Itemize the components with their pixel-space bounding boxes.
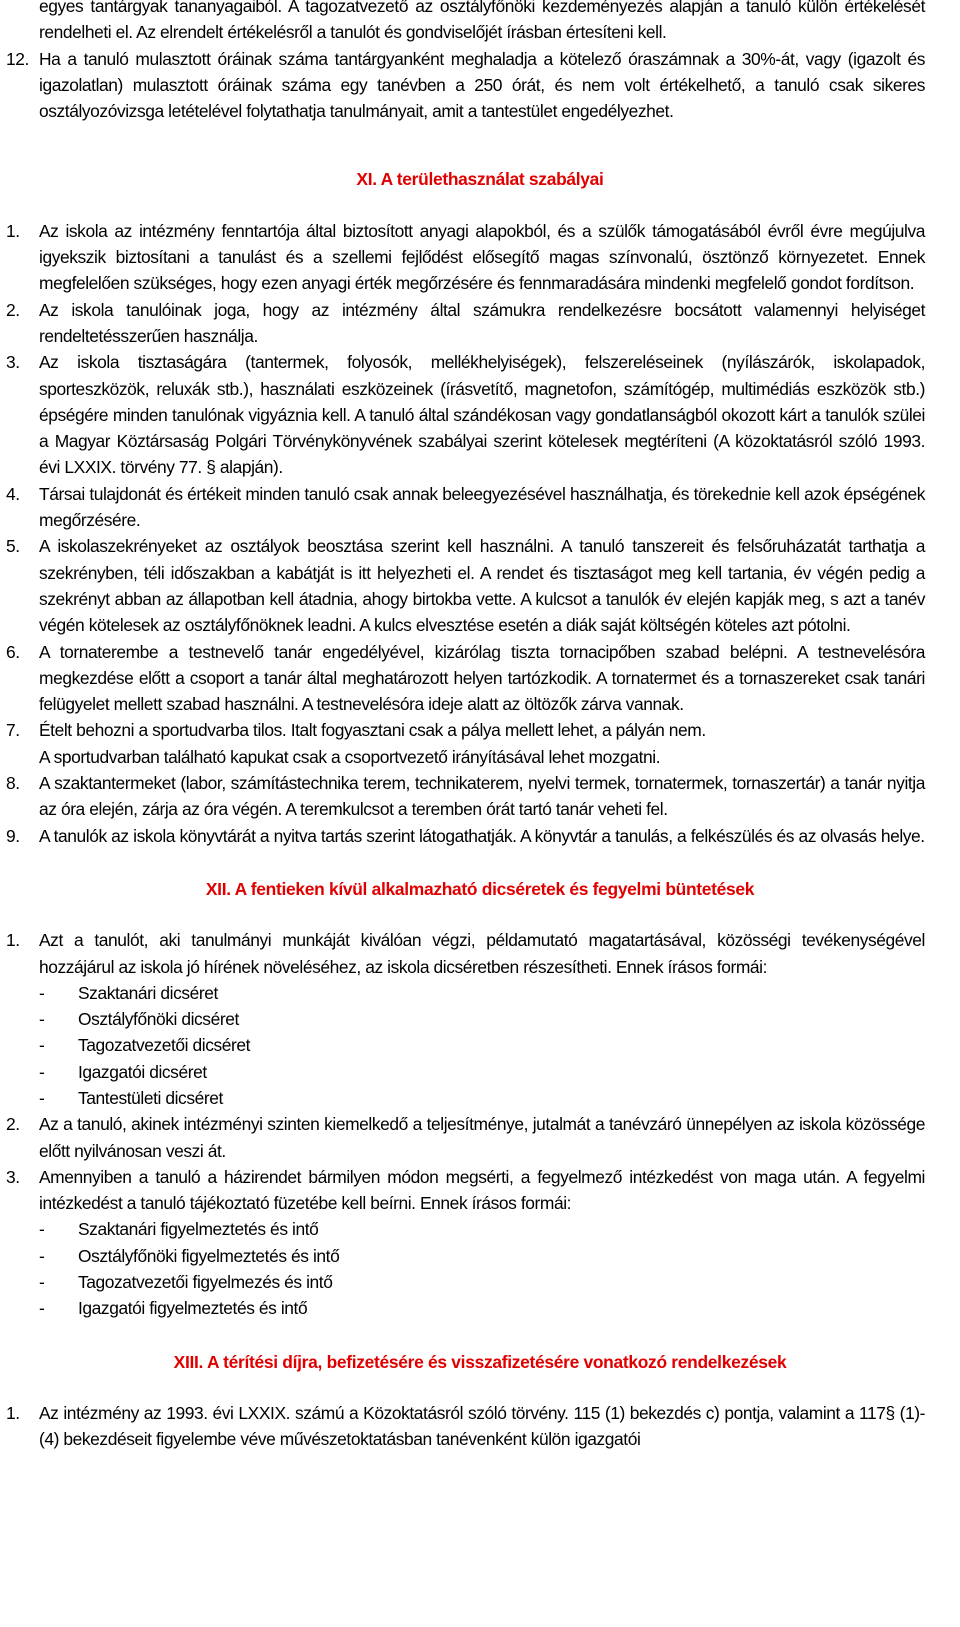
item-text: Az iskola tisztaságára (tantermek, folyosók, mellékhelyiségek), felszereléseinek (nyílászárók, iskolapadok, sporteszközök, reluxák stb.), használati eszközeinek (írásvetítő, magnetofon, számítógép, multimédiás eszközök stb.) épségére minden tanulónak vigyáznia kell. A tanuló által szándékosan vagy gondatlanságból okozott kárt a tanulók szülei a Magyar Köztársaság Polgári Törvénykönyvének szabályai szerint kötelesek megtéríteni (A közoktatásról szóló 1993. évi LXXIX. törvény 77. § alapján).: [39, 352, 925, 478]
list-item-text: Igazgatói dicséret: [78, 1061, 207, 1082]
item-number: 8.: [6, 773, 20, 794]
item-text: Ételt behozni a sportudvarba tilos. Italt fogyasztani csak a pálya mellett lehet, a pályán nem.: [39, 720, 706, 741]
dash-bullet: -: [39, 1298, 45, 1319]
warning-form-item: [39, 1295, 918, 1321]
item-text: Az iskola az intézmény fenntartója által biztosított anyagi alapokból, és a szülők támogatásából évről évre megújulva igyekszik biztosítani a tanulást és a szellemi fejlődést elősegítő magas színvonalú, ösztönző környezetet. Ennek megfelelően szükséges, hogy ezen anyagi érték megőrzésére és fennmaradására mindenki megfelelő gondot fordítson.: [39, 220, 925, 294]
item-number: 4.: [6, 483, 20, 504]
item-number: 1.: [6, 930, 20, 951]
item-number: 2.: [6, 299, 20, 320]
list-item-text: Igazgatói figyelmeztetés és intő: [78, 1298, 308, 1319]
item-text: Amennyiben a tanuló a házirendet bármilyen módon megsérti, a fegyelmező intézkedést von maga után. A fegyelmi intézkedést a tanuló tájékoztató füzetébe kell beírni. Ennek írásos formái:: [39, 1166, 925, 1214]
list-item-text: Szaktanári figyelmeztetés és intő: [78, 1219, 319, 1240]
item-number: 7.: [6, 720, 20, 741]
item-number: 3.: [6, 1166, 20, 1187]
xi-item-5: [6, 533, 925, 638]
xi-item-1: [6, 218, 925, 297]
item-text: A tanulók az iskola könyvtárát a nyitva tartás szerint látogathatják. A könyvtár a tanulás, a felkészülés és az olvasás helye.: [39, 825, 925, 846]
dash-bullet: -: [39, 982, 45, 1003]
praise-form-item: [39, 1059, 918, 1085]
item-text: Ha a tanuló mulasztott óráinak száma tantárgyanként meghaladja a kötelező óraszámnak a 30%-át, vagy (igazolt és igazolatlan) mulasztott óráinak száma egy tanévben a 250 órát, és nem volt értékelhető, a tanuló csak sikeres osztályozóvizsga letételével folytathatja tanulmányait, amit a tantestület engedélyezhet.: [39, 48, 925, 122]
list-item-text: Osztályfőnöki figyelmeztetés és intő: [78, 1245, 340, 1266]
warning-form-item: [39, 1269, 918, 1295]
item-text: A iskolaszekrényeket az osztályok beosztása szerint kell használni. A tanuló tanszereit és felsőruházatát tarthatja a szekrényben, téli időszakban a kabátját is itt helyezheti el. A rendet és tisztaságot meg kell tartania, év végén pedig a szekrényt abban az állapotban kell átadnia, ahogy birtokba vette. A kulcsot a tanulók év elején kapják meg, s azt a tanév végén kötelesek az osztályfőnöknek leadni. A kulcs elvesztése esetén a diák saját költségén köteles azt pótolni.: [39, 536, 925, 636]
xiii-item-1: [6, 1400, 925, 1453]
item-text: A szaktantermeket (labor, számítástechnika terem, technikaterem, nyelvi termek, tornatermek, tornaszertár) a tanár nyitja az óra elején, zárja az óra végén. A teremkulcsot a teremben órát tartó tanár veheti fel.: [39, 773, 925, 820]
item-text: Az a tanuló, akinek intézményi szinten kiemelkedő a teljesítménye, jutalmát a tanévzáró ünnepélyen az iskola közössége előtt nyilvánosan veszi át.: [39, 1114, 925, 1161]
item-text: Az iskola tanulóinak joga, hogy az intézmény által számukra rendelkezésre bocsátott valamennyi helyiséget rendeltetésszerűen használja.: [39, 299, 925, 346]
dash-bullet: -: [39, 1061, 45, 1082]
xi-item-7: [6, 717, 925, 770]
item-number: 6.: [6, 641, 20, 662]
item-number: 1.: [6, 220, 20, 241]
praise-form-item: [39, 980, 918, 1006]
item-text-line-2: A sportudvarban található kapukat csak a csoportvezető irányításával lehet mozgatni.: [39, 746, 661, 767]
item-number: 9.: [6, 825, 20, 846]
rule-12: [6, 46, 925, 125]
item-text: Az intézmény az 1993. évi LXXIX. számú a Közoktatásról szóló törvény. 115 (1) bekezdés c) pontja, valamint a 117§ (1)-(4) bekezdéseit figyelembe véve művészetoktatásban tanévenként külön igazgatói: [39, 1402, 925, 1450]
item-number: 2.: [6, 1114, 20, 1135]
item-number: 1.: [6, 1402, 20, 1423]
xi-item-9: [6, 823, 925, 849]
praise-form-item: [39, 1006, 918, 1032]
xi-item-8: [6, 770, 925, 823]
section-xiii-heading: XIII. A térítési díjra, befizetésére és visszafizetésére vonatkozó rendelkezések: [173, 1351, 787, 1372]
item-number: 3.: [6, 352, 20, 373]
dash-bullet: -: [39, 1245, 45, 1266]
list-item-text: Tagozatvezetői dicséret: [78, 1035, 251, 1056]
dash-bullet: -: [39, 1035, 45, 1056]
dash-bullet: -: [39, 1219, 45, 1240]
xii-item-1: [6, 927, 925, 980]
list-item-text: Tagozatvezetői figyelmezés és intő: [78, 1272, 333, 1293]
xi-item-4: [6, 481, 925, 534]
item-text: Azt a tanulót, aki tanulmányi munkáját kiválóan végzi, példamutató magatartásával, közösségi tevékenységével hozzájárul az iskola jó hírének növeléséhez, az iskola dicséretben részesítheti. Ennek írásos formái:: [39, 930, 925, 977]
dash-bullet: -: [39, 1272, 45, 1293]
intro-continuation: egyes tantárgyak tananyagaiból. A tagozatvezető az osztályfőnöki kezdeményezés alapján a tanuló külön értékelését rendelheti el. Az elrendelt értékelésről a tanulót és gondviselőjét írásban értesíteni kell.: [39, 0, 925, 43]
list-item-text: Tantestületi dicséret: [78, 1087, 223, 1108]
section-xii-heading: XII. A fentieken kívül alkalmazható dicséretek és fegyelmi büntetések: [205, 878, 755, 899]
list-item-text: Osztályfőnöki dicséret: [78, 1009, 239, 1030]
section-xi-heading: XI. A területhasználat szabályai: [356, 169, 604, 190]
warning-form-item: [39, 1216, 918, 1242]
xii-item-3: [6, 1164, 925, 1217]
xi-item-3: [6, 349, 925, 480]
item-text: A tornaterembe a testnevelő tanár engedélyével, kizárólag tiszta tornacipőben szabad belépni. A testnevelésóra megkezdése előtt a csoport a tanár által meghatározott helyen tartózkodik. A tornatermet és a tornaszereket csak tanári felügyelet mellett szabad használni. A testnevelésóra ideje alatt az öltözők zárva vannak.: [39, 641, 925, 715]
xii-item-2: [6, 1111, 925, 1164]
list-item-text: Szaktanári dicséret: [78, 982, 218, 1003]
xi-item-6: [6, 639, 925, 718]
xi-item-2: [6, 297, 925, 350]
warning-form-item: [39, 1243, 918, 1269]
praise-form-item: [39, 1032, 918, 1058]
item-number: 12.: [6, 48, 29, 69]
dash-bullet: -: [39, 1087, 45, 1108]
item-number: 5.: [6, 536, 20, 557]
dash-bullet: -: [39, 1009, 45, 1030]
item-text: Társai tulajdonát és értékeit minden tanuló csak annak beleegyezésével használhatja, és törekednie kell azok épségének megőrzésére.: [39, 483, 925, 531]
praise-form-item: [39, 1085, 918, 1111]
